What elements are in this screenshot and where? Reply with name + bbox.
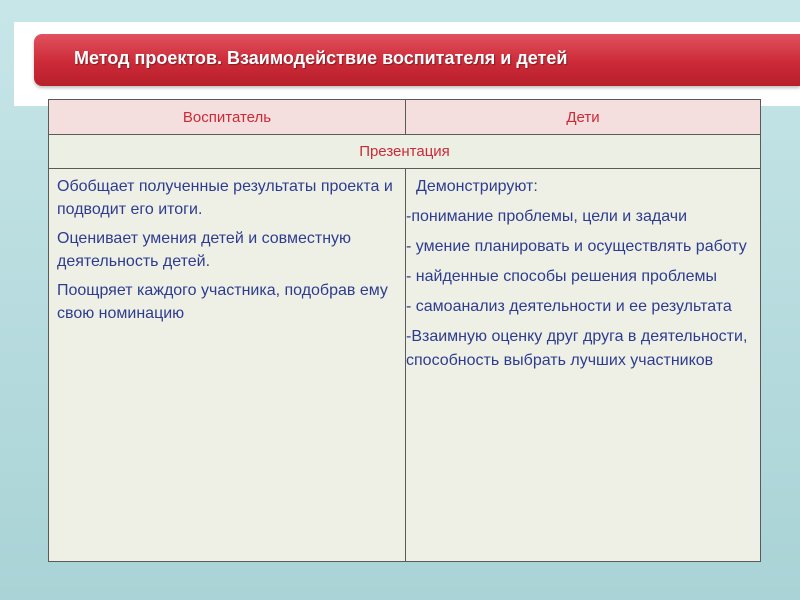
children-point: - самоанализ деятельности и ее результата [406, 298, 732, 315]
educator-cell [49, 169, 406, 562]
children-point: -понимание проблемы, цели и задачи [406, 208, 688, 225]
interaction-table [48, 99, 761, 562]
educator-point: Поощряет каждого участника, подобрав ему свою номинацию [57, 282, 388, 322]
section-row [49, 135, 761, 169]
children-point: - умение планировать и осуществлять работу [406, 238, 747, 255]
educator-point: Оценивает умения детей и совместную деятельность детей. [57, 230, 352, 270]
children-cell [406, 169, 761, 562]
header-row [49, 100, 761, 135]
header-educator: Воспитатель [49, 100, 406, 135]
header-children: Дети [406, 100, 761, 135]
children-intro: Демонстрируют: [416, 178, 538, 195]
body-row [49, 169, 761, 562]
children-point: - найденные способы решения проблемы [406, 268, 717, 285]
educator-point: Обобщает полученные результаты проекта и подводит его итоги. [57, 178, 393, 218]
slide-title: Метод проектов. Взаимодействие воспитателя и детей [74, 48, 568, 68]
section-presentation: Презентация [49, 135, 761, 169]
children-point: -Взаимную оценку друг друга в деятельности, способность выбрать лучших участников [406, 328, 748, 369]
